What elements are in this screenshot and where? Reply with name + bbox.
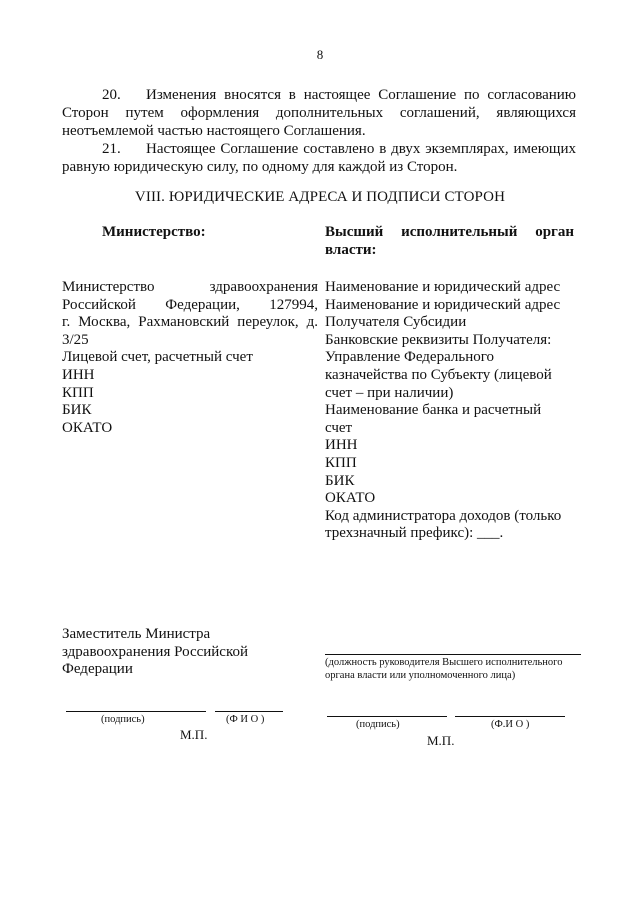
recipient-stamp-place: М.П. xyxy=(427,733,455,748)
ministry-address-line: Министерство здравоохранения xyxy=(62,279,318,295)
paragraph-21-number: 21. xyxy=(102,141,121,157)
recipient-detail-line: Управление Федерального xyxy=(325,349,494,366)
ministry-heading: Министерство: xyxy=(102,224,206,240)
recipient-detail-line: Наименование и юридический адрес xyxy=(325,296,561,313)
recipient-fio-label: (Ф.И О ) xyxy=(491,719,530,730)
ministry-signatory xyxy=(62,626,322,679)
recipient-detail-line: ОКАТО xyxy=(325,490,376,507)
recipient-detail-line: Наименование и юридический адрес xyxy=(325,279,561,295)
paragraph-20-number: 20. xyxy=(102,87,121,103)
ministry-stamp-place: М.П. xyxy=(180,727,208,742)
ministry-signatory-line: здравоохранения Российской xyxy=(62,643,249,660)
ministry-signature-line xyxy=(66,711,206,712)
recipient-position-line xyxy=(325,654,581,655)
paragraph-21-line-1: 21. Настоящее Соглашение составлено в двух экземплярах, имеющих xyxy=(62,140,576,158)
ministry-detail-line: КПП xyxy=(62,384,94,401)
recipient-detail-line: Наименование банка и расчетный xyxy=(325,402,542,419)
paragraph-20-line-2: Сторон путем оформления дополнительных соглашений, являющихся xyxy=(62,105,576,121)
recipient-detail-line: счет – при наличии) xyxy=(325,384,454,401)
recipient-detail-line: Код администратора доходов (только xyxy=(325,507,562,524)
recipient-detail-line: ИНН xyxy=(325,437,358,454)
ministry-address-line: Российской Федерации, 127994, xyxy=(62,296,318,313)
ministry-detail-line: ИНН xyxy=(62,366,95,383)
ministry-fio-label: (Ф И О ) xyxy=(226,714,265,725)
ministry-detail-line: Лицевой счет, расчетный счет xyxy=(62,349,253,366)
paragraph-20-line-3: неотъемлемой частью настоящего Соглашения. xyxy=(62,123,366,139)
executive-authority-heading: Высший исполнительный орган власти: xyxy=(325,224,574,258)
paragraph-21-line-2: равную юридическую силу, по одному для каждой из Сторон. xyxy=(62,159,458,175)
page-number: 8 xyxy=(316,47,324,62)
ministry-signature-label: (подпись) xyxy=(101,714,145,725)
ministry-signatory-line: Федерации xyxy=(62,661,133,678)
ministry-detail-line: БИК xyxy=(62,402,92,419)
recipient-detail-line: БИК xyxy=(325,472,355,489)
paragraph-20 xyxy=(62,86,576,140)
recipient-detail-line: казначейства по Субъекту (лицевой xyxy=(325,366,552,383)
section-title: VIII. ЮРИДИЧЕСКИЕ АДРЕСА И ПОДПИСИ СТОРОН xyxy=(134,189,506,205)
ministry-detail-line: ОКАТО xyxy=(62,419,113,436)
paragraph-21 xyxy=(62,140,576,176)
recipient-details xyxy=(325,279,574,543)
recipient-detail-line: Получателя Субсидии xyxy=(325,314,467,331)
paragraph-20-line-1: 20. Изменения вносятся в настоящее Соглашение по согласованию xyxy=(62,86,576,104)
ministry-address-line: г. Москва, Рахмановский переулок, д. xyxy=(62,314,318,331)
recipient-detail-line: счет xyxy=(325,419,353,436)
recipient-detail-line: Банковские реквизиты Получателя: xyxy=(325,331,552,348)
ministry-details xyxy=(62,279,318,437)
recipient-signature-label: (подпись) xyxy=(356,719,400,730)
recipient-fio-line xyxy=(455,716,565,717)
recipient-signature-line xyxy=(327,716,447,717)
recipient-detail-line: трехзначный префикс): ___. xyxy=(325,525,504,542)
recipient-detail-line: КПП xyxy=(325,454,357,471)
ministry-address-line: 3/25 xyxy=(62,331,89,348)
ministry-fio-line xyxy=(215,711,283,712)
recipient-position-caption: (должность руководителя Высшего исполнительного органа власти или уполномоченного лица) xyxy=(325,657,563,681)
ministry-signatory-line: Заместитель Министра xyxy=(62,626,211,642)
